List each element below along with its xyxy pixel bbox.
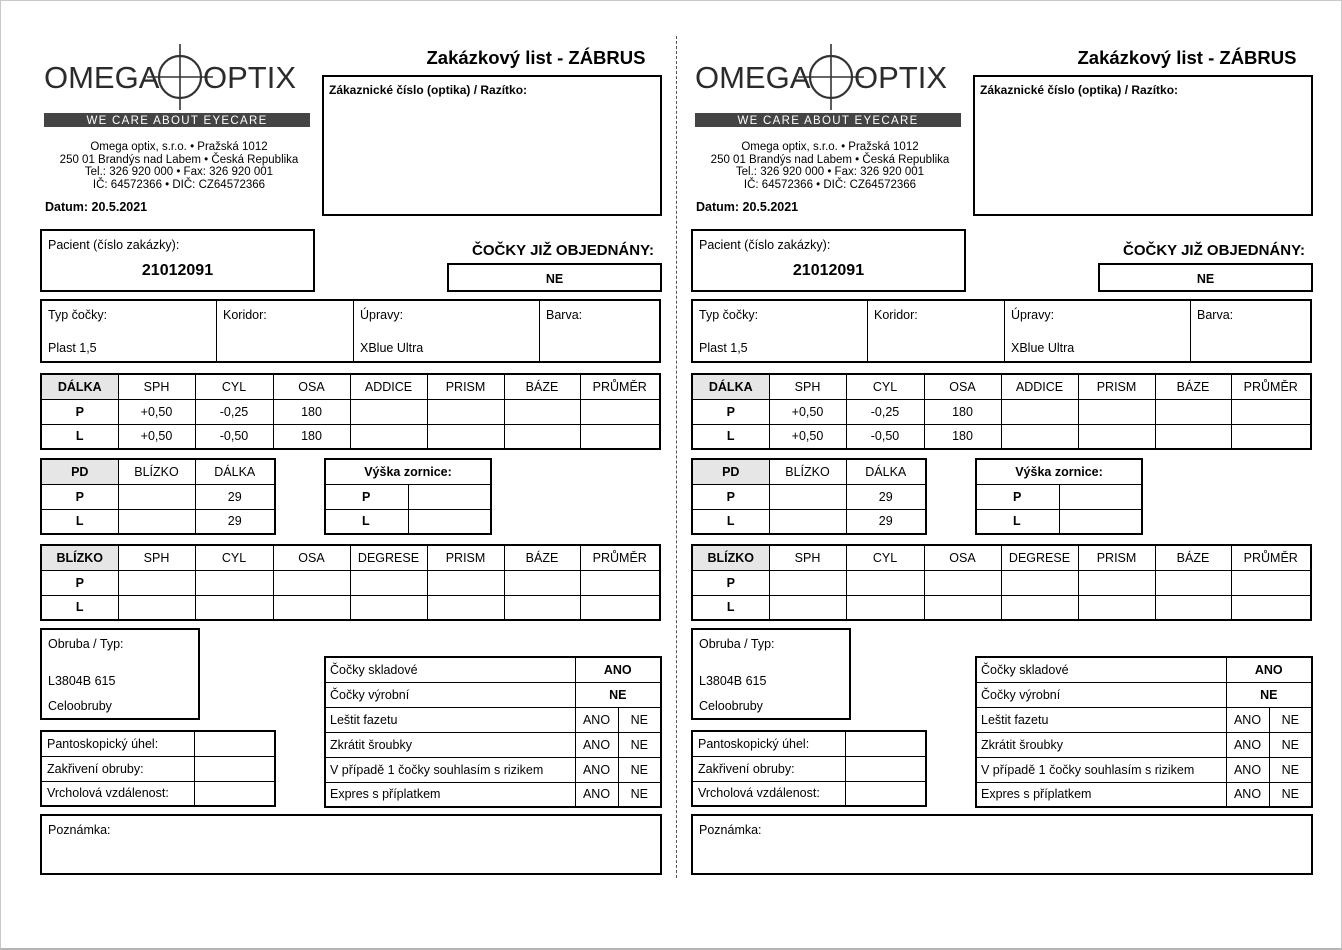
row-label: L bbox=[976, 509, 1059, 534]
row-label: P bbox=[41, 399, 118, 424]
shorten-screws-row bbox=[976, 732, 1312, 757]
cyl-value[interactable]: -0,25 bbox=[846, 399, 924, 424]
distance-header bbox=[692, 374, 1311, 399]
base-value[interactable] bbox=[1155, 570, 1231, 595]
frame-type-label: Obruba / Typ: bbox=[699, 637, 775, 651]
base-value[interactable] bbox=[504, 424, 580, 449]
company-logo bbox=[44, 44, 314, 130]
option-label: Leštit fazetu bbox=[325, 707, 575, 732]
logo-tagline: WE CARE ABOUT EYECARE bbox=[86, 115, 268, 127]
distance-row-right bbox=[692, 399, 1311, 424]
row-label: L bbox=[325, 509, 408, 534]
option-yes[interactable]: ANO bbox=[1226, 707, 1269, 732]
sph-value[interactable] bbox=[118, 570, 195, 595]
pupil-height-header bbox=[976, 459, 1142, 484]
distance-header-cell: PRŮMĚR bbox=[580, 374, 660, 399]
page-title: Zakázkový list - ZÁBRUS bbox=[426, 47, 646, 68]
sph-value[interactable] bbox=[769, 570, 846, 595]
distance-header-cell: ADDICE bbox=[350, 374, 427, 399]
production-lenses-value[interactable]: NE bbox=[575, 682, 661, 707]
distance-header-cell: PRISM bbox=[427, 374, 504, 399]
near-header-cell: BLÍZKO bbox=[41, 545, 118, 570]
option-no[interactable]: NE bbox=[618, 757, 661, 782]
logo-text-left: OMEGA bbox=[695, 60, 811, 95]
stamp-label: Zákaznické číslo (optika) / Razítko: bbox=[980, 83, 1179, 97]
cyl-value[interactable]: -0,25 bbox=[195, 399, 273, 424]
near-header-cell: PRŮMĚR bbox=[1231, 545, 1311, 570]
distance-header-cell: BÁZE bbox=[504, 374, 580, 399]
modifications-label: Úpravy: bbox=[1011, 308, 1055, 322]
row-label: L bbox=[692, 424, 769, 449]
order-date: Datum: 20.5.2021 bbox=[45, 200, 148, 214]
option-no[interactable]: NE bbox=[618, 707, 661, 732]
pd-near-value[interactable] bbox=[769, 484, 846, 509]
prism-value[interactable] bbox=[427, 424, 504, 449]
near-header-cell: PRŮMĚR bbox=[580, 545, 660, 570]
cyl-value[interactable]: -0,50 bbox=[195, 424, 273, 449]
vertex-row bbox=[41, 781, 275, 806]
measure-value[interactable] bbox=[194, 731, 275, 756]
lens-type-value: Plast 1,5 bbox=[699, 341, 748, 355]
logo-text-right: OPTIX bbox=[203, 60, 297, 95]
near-header-cell: OSA bbox=[924, 545, 1001, 570]
measure-label: Vrcholová vzdálenost: bbox=[41, 781, 194, 806]
cyl-value[interactable] bbox=[846, 570, 924, 595]
note-label: Poznámka: bbox=[699, 823, 762, 837]
vertex-row bbox=[692, 781, 926, 806]
option-no[interactable]: NE bbox=[1269, 782, 1312, 807]
lens-type-value: Plast 1,5 bbox=[48, 341, 97, 355]
row-label: L bbox=[41, 595, 118, 620]
cyl-value[interactable]: -0,50 bbox=[846, 424, 924, 449]
lens-type-label: Typ čočky: bbox=[48, 308, 108, 322]
axis-value[interactable] bbox=[273, 570, 350, 595]
option-no[interactable]: NE bbox=[1269, 707, 1312, 732]
patient-box[interactable] bbox=[40, 229, 315, 292]
distance-header-cell: PRISM bbox=[1078, 374, 1155, 399]
distance-header-cell: SPH bbox=[118, 374, 195, 399]
near-header-cell: PRISM bbox=[1078, 545, 1155, 570]
pupil-height-row-right bbox=[325, 484, 491, 509]
diameter-value[interactable] bbox=[1231, 570, 1311, 595]
near-header-cell: BLÍZKO bbox=[692, 545, 769, 570]
sph-value[interactable]: +0,50 bbox=[769, 424, 846, 449]
pupil-height-value[interactable] bbox=[1059, 509, 1142, 534]
option-label: Zkrátit šroubky bbox=[976, 732, 1226, 757]
option-label: Leštit fazetu bbox=[976, 707, 1226, 732]
option-yes[interactable]: ANO bbox=[1226, 782, 1269, 807]
measure-label: Vrcholová vzdálenost: bbox=[692, 781, 845, 806]
row-label: L bbox=[41, 509, 118, 534]
option-label: Zkrátit šroubky bbox=[325, 732, 575, 757]
degression-value[interactable] bbox=[350, 595, 427, 620]
lenses-ordered-title: ČOČKY JIŽ OBJEDNÁNY: bbox=[472, 242, 654, 259]
shorten-screws-row bbox=[325, 732, 661, 757]
distance-table bbox=[40, 373, 661, 450]
row-label: P bbox=[976, 484, 1059, 509]
corridor-cell[interactable] bbox=[868, 301, 1005, 361]
diameter-value[interactable] bbox=[580, 570, 660, 595]
near-row-right bbox=[692, 570, 1311, 595]
lens-info-row bbox=[40, 299, 661, 363]
prism-value[interactable] bbox=[1078, 424, 1155, 449]
patient-number: 21012091 bbox=[792, 262, 865, 279]
cyl-value[interactable] bbox=[846, 595, 924, 620]
axis-value[interactable]: 180 bbox=[924, 399, 1001, 424]
row-label: L bbox=[692, 509, 769, 534]
modifications-value: XBlue Ultra bbox=[1011, 341, 1075, 355]
near-table bbox=[40, 544, 661, 621]
base-value[interactable] bbox=[504, 570, 580, 595]
pupil-height-title: Výška zornice: bbox=[976, 459, 1142, 484]
distance-header-cell: ADDICE bbox=[1001, 374, 1078, 399]
base-value[interactable] bbox=[1155, 595, 1231, 620]
near-table bbox=[691, 544, 1312, 621]
near-header-cell: OSA bbox=[273, 545, 350, 570]
pd-header-cell: BLÍZKO bbox=[118, 459, 195, 484]
base-value[interactable] bbox=[504, 595, 580, 620]
logo-tagline: WE CARE ABOUT EYECARE bbox=[737, 115, 919, 127]
express-row bbox=[325, 782, 661, 807]
pupil-height-value[interactable] bbox=[408, 484, 491, 509]
pd-header-cell: PD bbox=[692, 459, 769, 484]
distance-header-cell: PRŮMĚR bbox=[1231, 374, 1311, 399]
axis-value[interactable]: 180 bbox=[273, 399, 350, 424]
frame-model: L3804B 615 bbox=[48, 674, 116, 688]
lens-type-cell[interactable] bbox=[42, 301, 217, 361]
lenses-ordered-box[interactable] bbox=[447, 263, 662, 292]
lens-info-row bbox=[691, 299, 1312, 363]
pd-header-cell: BLÍZKO bbox=[769, 459, 846, 484]
lens-type-label: Typ čočky: bbox=[699, 308, 759, 322]
distance-row-left bbox=[692, 424, 1311, 449]
production-lenses-row bbox=[325, 682, 661, 707]
measure-label: Pantoskopický úhel: bbox=[41, 731, 194, 756]
stamp-box[interactable] bbox=[322, 75, 662, 216]
single-lens-risk-row bbox=[976, 757, 1312, 782]
option-label: Čočky skladové bbox=[325, 657, 575, 682]
option-yes[interactable]: ANO bbox=[575, 732, 618, 757]
option-yes[interactable]: ANO bbox=[575, 757, 618, 782]
lenses-ordered-title: ČOČKY JIŽ OBJEDNÁNY: bbox=[1123, 242, 1305, 259]
sph-value[interactable]: +0,50 bbox=[118, 399, 195, 424]
diameter-value[interactable] bbox=[580, 424, 660, 449]
frame-model: L3804B 615 bbox=[699, 674, 767, 688]
measure-label: Pantoskopický úhel: bbox=[692, 731, 845, 756]
note-label: Poznámka: bbox=[48, 823, 111, 837]
near-header bbox=[692, 545, 1311, 570]
diameter-value[interactable] bbox=[1231, 399, 1311, 424]
row-label: P bbox=[692, 399, 769, 424]
axis-value[interactable]: 180 bbox=[273, 424, 350, 449]
options-table bbox=[324, 656, 662, 808]
lenses-ordered-value: NE bbox=[545, 272, 564, 286]
near-header-cell: CYL bbox=[195, 545, 273, 570]
option-yes[interactable]: ANO bbox=[1226, 757, 1269, 782]
option-label: Čočky výrobní bbox=[976, 682, 1226, 707]
base-value[interactable] bbox=[1155, 424, 1231, 449]
axis-value[interactable]: 180 bbox=[924, 424, 1001, 449]
frame-type-label: Obruba / Typ: bbox=[48, 637, 124, 651]
option-label: V případě 1 čočky souhlasím s rizikem bbox=[976, 757, 1226, 782]
pd-header-cell: PD bbox=[41, 459, 118, 484]
wrap-row bbox=[41, 756, 275, 781]
order-form-copy-right bbox=[691, 0, 1321, 950]
prism-value[interactable] bbox=[427, 570, 504, 595]
pd-header-cell: DÁLKA bbox=[846, 459, 926, 484]
frame-type-box[interactable] bbox=[40, 628, 200, 720]
near-row-left bbox=[692, 595, 1311, 620]
distance-header-cell: CYL bbox=[195, 374, 273, 399]
lenses-ordered-value: NE bbox=[1196, 272, 1215, 286]
row-label: P bbox=[41, 570, 118, 595]
corridor-label: Koridor: bbox=[874, 308, 918, 322]
pd-distance-value[interactable]: 29 bbox=[846, 484, 926, 509]
distance-row-left bbox=[41, 424, 660, 449]
axis-value[interactable] bbox=[924, 595, 1001, 620]
row-label: P bbox=[41, 484, 118, 509]
distance-header-cell: DÁLKA bbox=[41, 374, 118, 399]
prism-value[interactable] bbox=[1078, 595, 1155, 620]
pd-header bbox=[41, 459, 275, 484]
option-no[interactable]: NE bbox=[618, 782, 661, 807]
lens-type-cell[interactable] bbox=[693, 301, 868, 361]
row-label: P bbox=[692, 570, 769, 595]
option-yes[interactable]: ANO bbox=[575, 707, 618, 732]
addition-value[interactable] bbox=[350, 424, 427, 449]
polish-bevel-row bbox=[976, 707, 1312, 732]
near-header-cell: SPH bbox=[769, 545, 846, 570]
distance-header-cell: OSA bbox=[273, 374, 350, 399]
pd-near-value[interactable] bbox=[769, 509, 846, 534]
near-header-cell: DEGRESE bbox=[350, 545, 427, 570]
cut-line bbox=[676, 36, 677, 878]
pd-near-value[interactable] bbox=[118, 509, 195, 534]
sph-value[interactable] bbox=[118, 595, 195, 620]
near-header-cell: SPH bbox=[118, 545, 195, 570]
option-label: Čočky výrobní bbox=[325, 682, 575, 707]
option-yes[interactable]: ANO bbox=[575, 782, 618, 807]
pupil-height-value[interactable] bbox=[1059, 484, 1142, 509]
near-header-cell: CYL bbox=[846, 545, 924, 570]
near-header-cell: BÁZE bbox=[1155, 545, 1231, 570]
distance-table bbox=[691, 373, 1312, 450]
pupil-height-value[interactable] bbox=[408, 509, 491, 534]
pd-row-left bbox=[41, 509, 275, 534]
pupil-height-row-left bbox=[325, 509, 491, 534]
axis-value[interactable] bbox=[924, 570, 1001, 595]
stock-lenses-value[interactable]: ANO bbox=[575, 657, 661, 682]
pd-header-cell: DÁLKA bbox=[195, 459, 275, 484]
sph-value[interactable]: +0,50 bbox=[118, 424, 195, 449]
color-label: Barva: bbox=[1197, 308, 1234, 322]
frame-measures-table bbox=[40, 730, 276, 807]
patient-label: Pacient (číslo zakázky): bbox=[48, 238, 180, 252]
frame-measures-table bbox=[691, 730, 927, 807]
modifications-cell[interactable] bbox=[354, 301, 540, 361]
near-header-cell: PRISM bbox=[427, 545, 504, 570]
measure-label: Zakřivení obruby: bbox=[692, 756, 845, 781]
color-cell[interactable] bbox=[540, 301, 659, 361]
production-lenses-value[interactable]: NE bbox=[1226, 682, 1312, 707]
pupil-height-table bbox=[324, 458, 492, 535]
row-label: L bbox=[41, 424, 118, 449]
near-header-cell: DEGRESE bbox=[1001, 545, 1078, 570]
degression-value[interactable] bbox=[1001, 595, 1078, 620]
logo-text-left: OMEGA bbox=[44, 60, 160, 95]
color-label: Barva: bbox=[546, 308, 583, 322]
near-row-right bbox=[41, 570, 660, 595]
distance-row-right bbox=[41, 399, 660, 424]
distance-header-cell: OSA bbox=[924, 374, 1001, 399]
row-label: L bbox=[692, 595, 769, 620]
stock-lenses-row bbox=[976, 657, 1312, 682]
pd-near-value[interactable] bbox=[118, 484, 195, 509]
production-lenses-row bbox=[976, 682, 1312, 707]
option-label: Expres s příplatkem bbox=[325, 782, 575, 807]
option-no[interactable]: NE bbox=[618, 732, 661, 757]
degression-value[interactable] bbox=[350, 570, 427, 595]
option-yes[interactable]: ANO bbox=[1226, 732, 1269, 757]
axis-value[interactable] bbox=[273, 595, 350, 620]
prism-value[interactable] bbox=[1078, 399, 1155, 424]
corridor-label: Koridor: bbox=[223, 308, 267, 322]
modifications-value: XBlue Ultra bbox=[360, 341, 424, 355]
logo-text-right: OPTIX bbox=[854, 60, 948, 95]
distance-header-cell: SPH bbox=[769, 374, 846, 399]
pupil-height-row-left bbox=[976, 509, 1142, 534]
addition-value[interactable] bbox=[350, 399, 427, 424]
measure-label: Zakřivení obruby: bbox=[41, 756, 194, 781]
diameter-value[interactable] bbox=[1231, 595, 1311, 620]
row-label: P bbox=[325, 484, 408, 509]
pupil-height-title: Výška zornice: bbox=[325, 459, 491, 484]
pantoscopic-row bbox=[692, 731, 926, 756]
diameter-value[interactable] bbox=[580, 595, 660, 620]
patient-box[interactable] bbox=[691, 229, 966, 292]
measure-value[interactable] bbox=[845, 781, 926, 806]
prism-value[interactable] bbox=[427, 399, 504, 424]
option-label: Čočky skladové bbox=[976, 657, 1226, 682]
order-form-copy-left bbox=[40, 0, 670, 950]
cyl-value[interactable] bbox=[195, 595, 273, 620]
pd-row-right bbox=[692, 484, 926, 509]
sph-value[interactable] bbox=[769, 595, 846, 620]
stock-lenses-row bbox=[325, 657, 661, 682]
measure-value[interactable] bbox=[845, 756, 926, 781]
note-box[interactable] bbox=[691, 814, 1313, 875]
modifications-cell[interactable] bbox=[1005, 301, 1191, 361]
options-table bbox=[975, 656, 1313, 808]
prism-value[interactable] bbox=[427, 595, 504, 620]
company-address: Omega optix, s.r.o. • Pražská 1012 250 01 Brandýs nad Labem • Česká Republika Tel.: 326 920 000 • Fax: 326 920 001 IČ: 64572366 • DIČ: CZ64572366 bbox=[59, 141, 299, 191]
option-no[interactable]: NE bbox=[1269, 757, 1312, 782]
frame-kind: Celoobruby bbox=[48, 699, 112, 713]
patient-number: 21012091 bbox=[141, 262, 214, 279]
degression-value[interactable] bbox=[1001, 570, 1078, 595]
pupil-height-header bbox=[325, 459, 491, 484]
near-header-cell: BÁZE bbox=[504, 545, 580, 570]
pantoscopic-row bbox=[41, 731, 275, 756]
wrap-row bbox=[692, 756, 926, 781]
prism-value[interactable] bbox=[1078, 570, 1155, 595]
option-no[interactable]: NE bbox=[1269, 732, 1312, 757]
measure-value[interactable] bbox=[194, 781, 275, 806]
modifications-label: Úpravy: bbox=[360, 308, 404, 322]
diameter-value[interactable] bbox=[580, 399, 660, 424]
company-address: Omega optix, s.r.o. • Pražská 1012 250 01 Brandýs nad Labem • Česká Republika Tel.: 326 920 000 • Fax: 326 920 001 IČ: 64572366 • DIČ: CZ64572366 bbox=[710, 141, 950, 191]
pd-table bbox=[40, 458, 276, 535]
lenses-ordered-box[interactable] bbox=[1098, 263, 1313, 292]
base-value[interactable] bbox=[504, 399, 580, 424]
color-cell[interactable] bbox=[1191, 301, 1310, 361]
frame-kind: Celoobruby bbox=[699, 699, 763, 713]
base-value[interactable] bbox=[1155, 399, 1231, 424]
order-date: Datum: 20.5.2021 bbox=[696, 200, 799, 214]
pupil-height-table bbox=[975, 458, 1143, 535]
pd-distance-value[interactable]: 29 bbox=[195, 484, 275, 509]
pd-distance-value[interactable]: 29 bbox=[846, 509, 926, 534]
patient-label: Pacient (číslo zakázky): bbox=[699, 238, 831, 252]
stamp-box[interactable] bbox=[973, 75, 1313, 216]
page-title: Zakázkový list - ZÁBRUS bbox=[1077, 47, 1297, 68]
stock-lenses-value[interactable]: ANO bbox=[1226, 657, 1312, 682]
distance-header bbox=[41, 374, 660, 399]
measure-value[interactable] bbox=[194, 756, 275, 781]
addition-value[interactable] bbox=[1001, 424, 1078, 449]
pd-table bbox=[691, 458, 927, 535]
near-row-left bbox=[41, 595, 660, 620]
option-label: Expres s příplatkem bbox=[976, 782, 1226, 807]
measure-value[interactable] bbox=[845, 731, 926, 756]
cyl-value[interactable] bbox=[195, 570, 273, 595]
single-lens-risk-row bbox=[325, 757, 661, 782]
pd-header bbox=[692, 459, 926, 484]
diameter-value[interactable] bbox=[1231, 424, 1311, 449]
pd-row-right bbox=[41, 484, 275, 509]
note-box[interactable] bbox=[40, 814, 662, 875]
distance-header-cell: CYL bbox=[846, 374, 924, 399]
near-header bbox=[41, 545, 660, 570]
sph-value[interactable]: +0,50 bbox=[769, 399, 846, 424]
pd-row-left bbox=[692, 509, 926, 534]
corridor-cell[interactable] bbox=[217, 301, 354, 361]
pd-distance-value[interactable]: 29 bbox=[195, 509, 275, 534]
pupil-height-row-right bbox=[976, 484, 1142, 509]
distance-header-cell: DÁLKA bbox=[692, 374, 769, 399]
distance-header-cell: BÁZE bbox=[1155, 374, 1231, 399]
option-label: V případě 1 čočky souhlasím s rizikem bbox=[325, 757, 575, 782]
addition-value[interactable] bbox=[1001, 399, 1078, 424]
row-label: P bbox=[692, 484, 769, 509]
company-logo bbox=[695, 44, 965, 130]
stamp-label: Zákaznické číslo (optika) / Razítko: bbox=[329, 83, 528, 97]
frame-type-box[interactable] bbox=[691, 628, 851, 720]
express-row bbox=[976, 782, 1312, 807]
polish-bevel-row bbox=[325, 707, 661, 732]
